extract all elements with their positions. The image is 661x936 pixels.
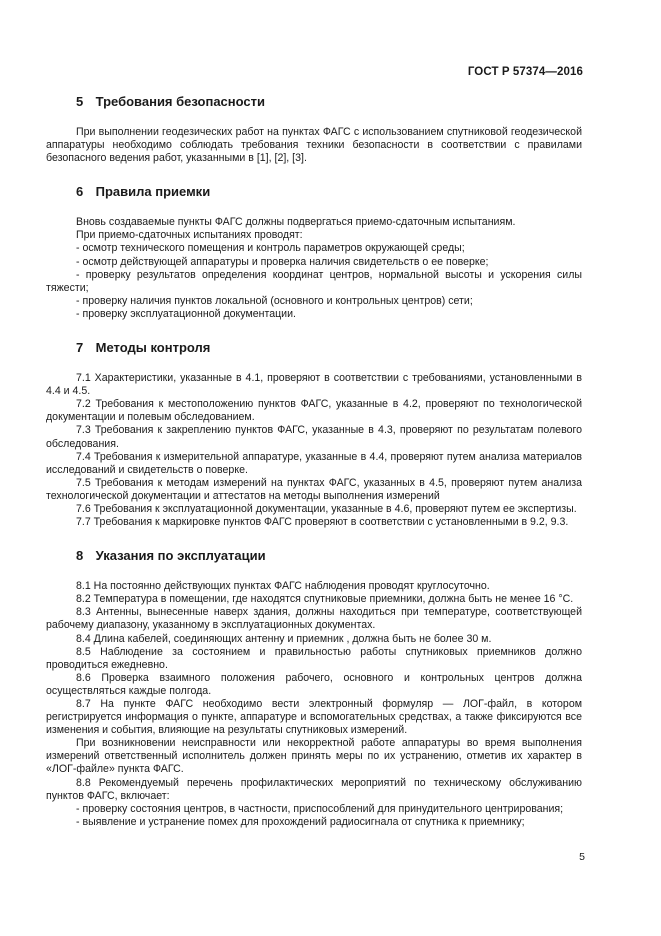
clause-8-7-continued: При возникновении неисправности или некорректной работе аппаратуры во время выполнения измерений ответственный исполнитель должен принять меры по их устранению, отметив их характер в «ЛОГ-файле» пункта ФАГС. (46, 737, 582, 776)
clause-8-6: 8.6 Проверка взаимного положения рабочего, основного и контрольных центров должна осуществляться каждые полгода. (46, 671, 582, 697)
section-8-title: Указания по эксплуатации (95, 548, 266, 564)
section-6-title: Правила приемки (95, 184, 211, 200)
clause-7-3: 7.3 Требования к закреплению пунктов ФАГС, указанные в 4.3, проверяют по результатам полевого обследования. (46, 424, 582, 450)
clause-8-1: 8.1 На постоянно действующих пунктах ФАГС наблюдения проводят круглосуточно. (76, 580, 490, 593)
clause-8-5: 8.5 Наблюдение за состоянием и правильностью работы спутниковых приемников должно проводиться ежедневно. (46, 645, 582, 671)
section-7-number: 7 (76, 340, 84, 356)
clause-8-3: 8.3 Антенны, вынесенные наверх здания, должны находиться при температуре, соответствующей рабочему диапазону, указанному в эксплуатационных документах. (46, 606, 582, 632)
section-6-paragraph: При приемо-сдаточных испытаниях проводят: (76, 229, 303, 242)
document-body (46, 94, 582, 829)
section-6-paragraph: Вновь создаваемые пункты ФАГС должны подвергаться приемо-сдаточным испытаниям. (76, 216, 516, 229)
list-item: - проверку результатов определения координат центров, нормальной высоты и ускорения силы тяжести; (46, 268, 582, 294)
clause-7-1: 7.1 Характеристики, указанные в 4.1, проверяют в соответствии с требованиями, установленными в 4.4 и 4.5. (46, 372, 582, 398)
standard-code: ГОСТ Р 57374—2016 (467, 66, 583, 78)
page-number: 5 (579, 851, 585, 863)
section-8-number: 8 (76, 548, 84, 564)
list-item: - проверку наличия пунктов локальной (основного и контрольных центров) сети; (76, 294, 473, 307)
clause-8-4: 8.4 Длина кабелей, соединяющих антенну и приемник , должна быть не более 30 м. (76, 632, 492, 645)
section-6-heading (46, 184, 582, 200)
section-6-number: 6 (76, 184, 84, 200)
section-5-heading (46, 94, 582, 110)
list-item: - осмотр технического помещения и контроль параметров окружающей среды; (76, 242, 465, 255)
clause-7-6: 7.6 Требования к эксплуатационной документации, указанные в 4.6, проверяют путем ее экспертизы. (76, 502, 577, 515)
list-item: - проверку эксплуатационной документации. (76, 307, 296, 320)
clause-7-5: 7.5 Требования к методам измерений на пунктах ФАГС, указанных в 4.5, проверяют путем анализа технологической документации и аттестатов на методы выполнения измерений (46, 476, 582, 502)
clause-7-7: 7.7 Требования к маркировке пунктов ФАГС проверяют в соответствии с установленными в 9.2, 9.3. (76, 516, 569, 529)
clause-8-2: 8.2 Температура в помещении, где находятся спутниковые приемники, должна быть не менее 16 °С. (76, 593, 574, 606)
list-item: - выявление и устранение помех для прохождений радиосигнала от спутника к приемнику; (76, 815, 525, 828)
section-7-heading (46, 340, 582, 356)
section-5-paragraph: При выполнении геодезических работ на пунктах ФАГС с использованием спутниковой геодезической аппаратуры необходимо соблюдать требования техники безопасности в соответствии с правилами безопасного ведения работ, указанными в [1], [2], [3]. (46, 126, 582, 165)
section-7-title: Методы контроля (95, 340, 211, 356)
section-5-number: 5 (76, 94, 84, 109)
section-5-title: Требования безопасности (95, 94, 265, 109)
clause-8-8: 8.8 Рекомендуемый перечень профилактических мероприятий по техническому обслуживанию пунктов ФАГС, включает: (46, 776, 582, 802)
list-item: - осмотр действующей аппаратуры и проверка наличия свидетельств о ее поверке; (76, 255, 489, 268)
list-item: - проверку состояния центров, в частности, приспособлений для принудительного центрирования; (76, 802, 564, 815)
clause-8-7: 8.7 На пункте ФАГС необходимо вести электронный формуляр — ЛОГ-файл, в котором регистрируется информация о пункте, аппаратуре и вспомогательных средствах, а также фиксируются все изменения и события, влияющие на результаты спутниковых измерений. (46, 698, 582, 737)
section-8-heading (46, 548, 582, 564)
clause-7-4: 7.4 Требования к измерительной аппаратуре, указанные в 4.4, проверяют путем анализа материалов исследований и свидетельств о поверке. (46, 450, 582, 476)
clause-7-2: 7.2 Требования к местоположению пунктов ФАГС, указанные в 4.2, проверяют по технологической документации и полевым обследованием. (46, 398, 582, 424)
